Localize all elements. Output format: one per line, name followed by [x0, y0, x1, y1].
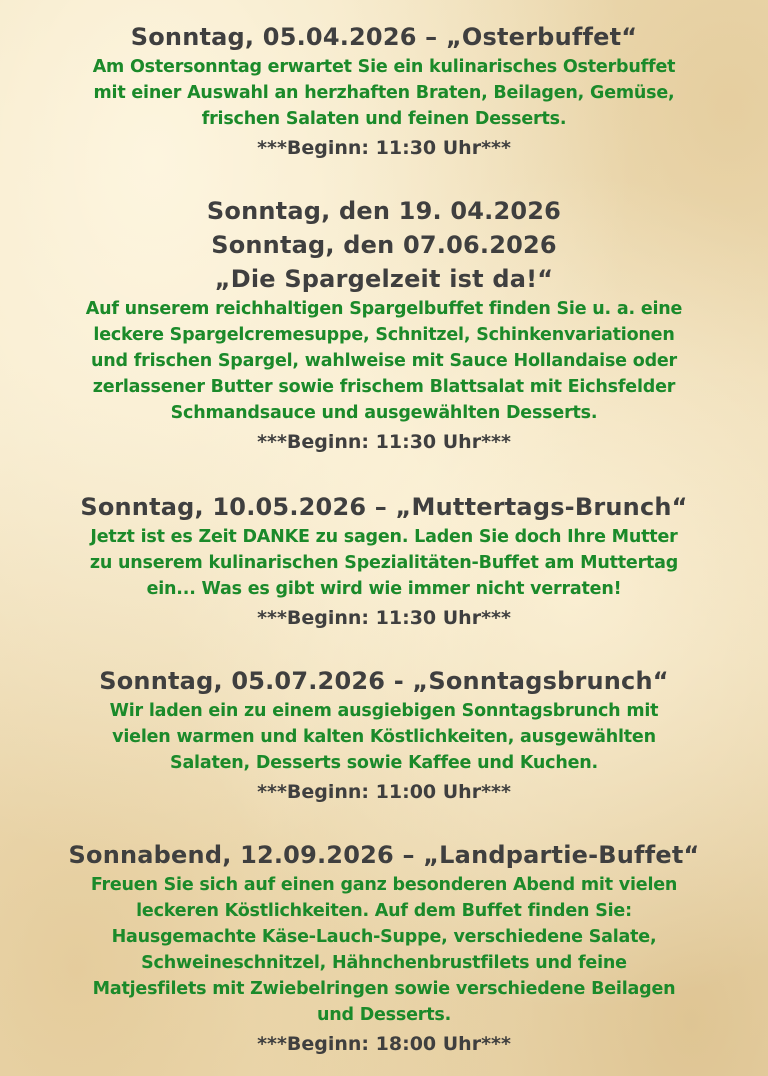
event-date-1: Sonntag, den 19. 04.2026	[206, 197, 562, 225]
event-start-time: ***Beginn: 11:30 Uhr***	[257, 137, 511, 159]
event-title: Sonntag, 05.07.2026 - „Sonntagsbrunch“	[99, 667, 669, 695]
event-description: Am Ostersonntag erwartet Sie ein kulinarisches Osterbuffet mit einer Auswahl an herzhaften Braten, Beilagen, Gemüse, frischen Salaten und feinen Desserts.	[92, 57, 676, 129]
event-landpartie-buffet	[0, 838, 768, 1060]
event-title: Sonntag, 05.04.2026 – „Osterbuffet“	[130, 23, 638, 51]
event-sonntagsbrunch	[0, 664, 768, 808]
event-title: Sonntag, 10.05.2026 – „Muttertags-Brunch“	[80, 493, 688, 521]
event-osterbuffet	[0, 20, 768, 164]
event-description: Jetzt ist es Zeit DANKE zu sagen. Laden Sie doch Ihre Mutter zu unserem kulinarischen Spezialitäten-Buffet am Muttertag ein... Was es gibt wird wie immer nicht verraten!	[89, 527, 679, 599]
event-muttertags-brunch	[0, 490, 768, 634]
event-title: Sonnabend, 12.09.2026 – „Landpartie-Buffet“	[68, 841, 700, 869]
event-start-time: ***Beginn: 18:00 Uhr***	[257, 1033, 511, 1055]
event-spargelzeit	[0, 194, 768, 458]
event-start-time: ***Beginn: 11:30 Uhr***	[257, 431, 511, 453]
event-title: „Die Spargelzeit ist da!“	[214, 265, 554, 293]
event-start-time: ***Beginn: 11:30 Uhr***	[257, 607, 511, 629]
event-description: Wir laden ein zu einem ausgiebigen Sonntagsbrunch mit vielen warmen und kalten Köstlichkeiten, ausgewählten Salaten, Desserts sowie Kaffee und Kuchen.	[109, 701, 659, 773]
event-description: Auf unserem reichhaltigen Spargelbuffet finden Sie u. a. eine leckere Spargelcremesuppe, Schnitzel, Schinkenvariationen und frischen Spargel, wahlweise mit Sauce Hollandaise oder zerlassener Butter sowie frischem Blattsalat mit Eichsfelder Schmandsauce und ausgewählten Desserts.	[85, 299, 683, 423]
event-date-2: Sonntag, den 07.06.2026	[211, 231, 557, 259]
event-start-time: ***Beginn: 11:00 Uhr***	[257, 781, 511, 803]
event-description: Freuen Sie sich auf einen ganz besonderen Abend mit vielen leckeren Köstlichkeiten. Auf dem Buffet finden Sie: Hausgemachte Käse-Lauch-Suppe, verschiedene Salate, Schweineschnitzel, Hähnchenbrustfilets und feine Matjesfilets mit Zwiebelringen sowie verschiedene Beilagen und Desserts.	[90, 875, 678, 1025]
